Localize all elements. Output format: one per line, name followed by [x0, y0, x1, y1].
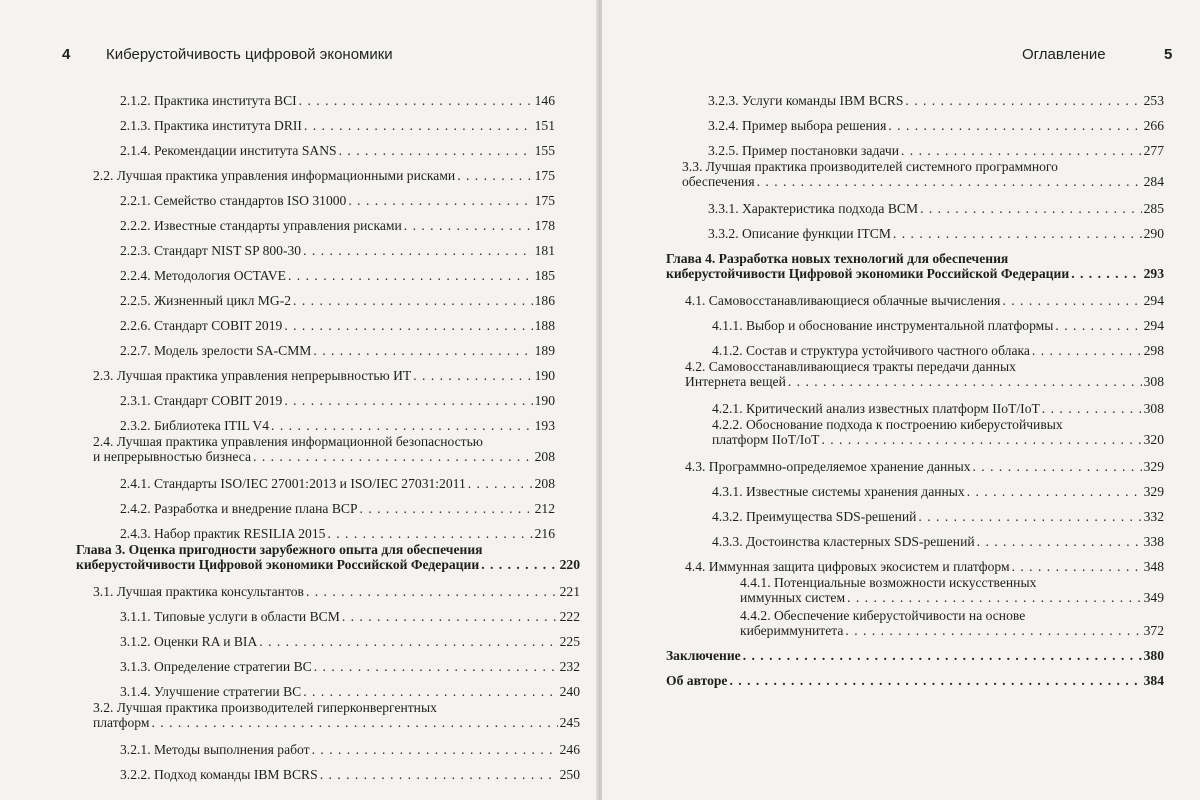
toc-entry-page: 222 [559, 609, 580, 624]
toc-entry-page: 151 [534, 118, 555, 133]
dot-leader [1032, 343, 1142, 358]
toc-entry [120, 118, 555, 133]
dot-leader [743, 648, 1142, 663]
dot-leader [327, 526, 532, 541]
toc-entry-page: 384 [1143, 673, 1164, 688]
toc-entry-page: 332 [1143, 509, 1164, 524]
toc-entry-title: 2.4.1. Стандарты ISO/IEC 27001:2013 и ISO/IEC 27031:2011 [120, 476, 466, 491]
toc-entry [708, 201, 1164, 216]
toc-entry-title: 2.3.1. Стандарт COBIT 2019 [120, 393, 283, 408]
toc-entry-title: 3.1.1. Типовые услуги в области BCM [120, 609, 340, 624]
toc-entry [93, 168, 555, 183]
toc-entry-page: 245 [559, 715, 580, 730]
dot-leader [481, 557, 557, 572]
toc-entry-page: 190 [534, 368, 555, 383]
toc-entry-page: 338 [1143, 534, 1164, 549]
toc-entry-title: 2.2.7. Модель зрелости SA-CMM [120, 343, 312, 358]
toc-entry-title: 2.4.3. Набор практик RESILIA 2015 [120, 526, 326, 541]
toc-entry-page: 349 [1143, 590, 1164, 605]
toc-entry-page: 146 [534, 93, 555, 108]
toc-entry-title: 3.2.3. Услуги команды IBM BCRS [708, 93, 904, 108]
toc-entry-page: 320 [1143, 432, 1164, 447]
toc-entry [120, 501, 555, 516]
left-running-title: Киберустойчивость цифровой экономики [106, 46, 393, 63]
dot-leader [314, 659, 558, 674]
toc-entry-title-line1: Глава 4. Разработка новых технологий для обеспечения [666, 251, 1009, 266]
toc-entry [712, 401, 1164, 416]
toc-entry-page: 190 [534, 393, 555, 408]
toc-entry-page: 294 [1143, 293, 1164, 308]
toc-entry-title-line1: 4.2.2. Обоснование подхода к построению киберустойчивых [712, 417, 1063, 432]
toc-entry-title: кибериммунитета [740, 623, 844, 638]
toc-entry [120, 268, 555, 283]
dot-leader [299, 93, 533, 108]
toc-entry [685, 293, 1164, 308]
toc-entry-title: киберустойчивости Цифровой экономики Российской Федерации [666, 266, 1070, 281]
toc-entry [712, 484, 1164, 499]
toc-entry-page: 189 [534, 343, 555, 358]
dot-leader [845, 623, 1141, 638]
toc-entry-title-line1: Глава 3. Оценка пригодности зарубежного опыта для обеспечения [76, 542, 483, 557]
toc-entry-title: платформ [93, 715, 150, 730]
toc-entry [682, 159, 1164, 189]
toc-entry-page: 225 [559, 634, 580, 649]
toc-entry-page: 212 [534, 501, 555, 516]
toc-entry-page: 186 [534, 293, 555, 308]
right-running-title: Оглавление [1022, 46, 1106, 63]
toc-entry [712, 318, 1164, 333]
toc-entry [120, 143, 555, 158]
toc-entry-title: 3.2.1. Методы выполнения работ [120, 742, 310, 757]
toc-entry [120, 659, 580, 674]
dot-leader [1002, 293, 1141, 308]
dot-leader [342, 609, 558, 624]
toc-entry [120, 243, 555, 258]
toc-entry-title: 2.3.2. Библиотека ITIL V4 [120, 418, 270, 433]
dot-leader [313, 343, 532, 358]
toc-entry-title: киберустойчивости Цифровой экономики Российской Федерации [76, 557, 480, 572]
toc-entry [120, 218, 555, 233]
toc-entry-title: 3.1.2. Оценки RA и BIA [120, 634, 258, 649]
toc-entry [666, 251, 1164, 281]
toc-entry-title: 4.3.1. Известные системы хранения данных [712, 484, 965, 499]
right-page-number: 5 [1164, 46, 1173, 63]
toc-entry-title: 2.2.5. Жизненный цикл MG-2 [120, 293, 292, 308]
toc-entry [685, 459, 1164, 474]
dot-leader [920, 201, 1142, 216]
dot-leader [304, 118, 533, 133]
toc-entry-title-line1: 3.2. Лучшая практика производителей гиперконвергентных [93, 700, 437, 715]
dot-leader [312, 742, 558, 757]
dot-leader [303, 684, 557, 699]
dot-leader [1042, 401, 1142, 416]
toc-entry-page: 253 [1143, 93, 1164, 108]
toc-entry-title: 3.3.1. Характеристика подхода BCM [708, 201, 919, 216]
toc-entry-title: 2.2.1. Семейство стандартов ISO 31000 [120, 193, 347, 208]
toc-entry-page: 290 [1143, 226, 1164, 241]
toc-entry [666, 673, 1164, 688]
toc-entry-title-line1: 4.2. Самовосстанавливающиеся тракты передачи данных [685, 359, 1016, 374]
toc-entry [120, 634, 580, 649]
toc-entry [76, 542, 580, 572]
toc-entry-page: 250 [559, 767, 580, 782]
toc-entry [93, 368, 555, 383]
toc-entry [93, 584, 580, 599]
toc-entry [685, 359, 1164, 389]
toc-entry [120, 609, 580, 624]
toc-entry-title: 2.1.2. Практика института BCI [120, 93, 297, 108]
toc-entry-title: платформ IIoT/IoT [712, 432, 820, 447]
toc-entry-title: 2.2. Лучшая практика управления информационными рисками [93, 168, 456, 183]
toc-entry-title: Заключение [666, 648, 741, 663]
dot-leader [404, 218, 533, 233]
toc-entry-page: 284 [1143, 174, 1164, 189]
toc-entry-title: и непрерывностью бизнеса [93, 449, 252, 464]
dot-leader [320, 767, 558, 782]
toc-entry-page: 188 [534, 318, 555, 333]
toc-entry [120, 742, 580, 757]
toc-entry-title: 3.2.5. Пример постановки задачи [708, 143, 899, 158]
dot-leader [259, 634, 557, 649]
toc-entry [120, 318, 555, 333]
toc-entry-title: 2.2.2. Известные стандарты управления рисками [120, 218, 402, 233]
toc-entry-page: 294 [1143, 318, 1164, 333]
toc-entry-page: 240 [559, 684, 580, 699]
toc-entry-page: 220 [559, 557, 580, 572]
toc-entry [708, 143, 1164, 158]
toc-entry-page: 155 [534, 143, 555, 158]
dot-leader [905, 93, 1141, 108]
toc-entry-page: 221 [559, 584, 580, 599]
toc-entry-page: 216 [534, 526, 555, 541]
toc-entry-page: 246 [559, 742, 580, 757]
toc-entry-title-line1: 4.4.1. Потенциальные возможности искусственных [740, 575, 1037, 590]
toc-entry [708, 226, 1164, 241]
toc-entry-page: 308 [1143, 401, 1164, 416]
toc-entry-page: 266 [1143, 118, 1164, 133]
toc-entry [712, 417, 1164, 447]
toc-entry-page: 232 [559, 659, 580, 674]
toc-entry-page: 380 [1143, 648, 1164, 663]
toc-entry-page: 348 [1143, 559, 1164, 574]
toc-entry [708, 118, 1164, 133]
toc-entry-page: 208 [534, 476, 555, 491]
toc-entry-title: 3.2.4. Пример выбора решения [708, 118, 887, 133]
toc-entry-title: 4.3.3. Достоинства кластерных SDS-решений [712, 534, 975, 549]
toc-entry-title: 2.2.3. Стандарт NIST SP 800-30 [120, 243, 302, 258]
dot-leader [306, 584, 558, 599]
toc-entry-page: 193 [534, 418, 555, 433]
toc-entry-title-line1: 4.4.2. Обеспечение киберустойчивости на основе [740, 608, 1026, 623]
dot-leader [918, 509, 1141, 524]
toc-entry [740, 575, 1164, 605]
dot-leader [360, 501, 533, 516]
toc-entry-page: 329 [1143, 459, 1164, 474]
dot-leader [151, 715, 557, 730]
dot-leader [901, 143, 1142, 158]
dot-leader [967, 484, 1142, 499]
toc-entry-title: обеспечения [682, 174, 755, 189]
toc-entry-title: 4.3.2. Преимущества SDS-решений [712, 509, 917, 524]
toc-entry-page: 329 [1143, 484, 1164, 499]
toc-entry [685, 559, 1164, 574]
dot-leader [1071, 266, 1141, 281]
dot-leader [284, 318, 532, 333]
toc-entry [712, 343, 1164, 358]
toc-entry [93, 434, 555, 464]
toc-entry-title: 2.4.2. Разработка и внедрение плана BCP [120, 501, 358, 516]
toc-entry-title: 2.2.6. Стандарт COBIT 2019 [120, 318, 283, 333]
toc-entry-page: 372 [1143, 623, 1164, 638]
toc-entry-page: 308 [1143, 374, 1164, 389]
dot-leader [293, 293, 533, 308]
toc-entry [712, 509, 1164, 524]
toc-entry-title: 2.2.4. Методология OCTAVE [120, 268, 286, 283]
right-page [602, 0, 1200, 800]
dot-leader [303, 243, 533, 258]
toc-entry-page: 175 [534, 193, 555, 208]
dot-leader [413, 368, 532, 383]
toc-entry [93, 700, 580, 730]
toc-entry [120, 343, 555, 358]
toc-entry-title: 2.1.3. Практика института DRII [120, 118, 302, 133]
toc-entry-title: 3.1.4. Улучшение стратегии BC [120, 684, 302, 699]
toc-entry-page: 185 [534, 268, 555, 283]
dot-leader [1012, 559, 1142, 574]
toc-entry-title: 4.4. Иммунная защита цифровых экосистем и платформ [685, 559, 1010, 574]
toc-entry-title: 4.1.1. Выбор и обоснование инструментальной платформы [712, 318, 1054, 333]
toc-entry-title: 2.1.4. Рекомендации института SANS [120, 143, 337, 158]
toc-entry-title: 4.2.1. Критический анализ известных платформ IIoT/IoT [712, 401, 1040, 416]
toc-entry [740, 608, 1164, 638]
toc-entry-title: 4.1.2. Состав и структура устойчивого частного облака [712, 343, 1030, 358]
toc-entry-title: 4.1. Самовосстанавливающиеся облачные вычисления [685, 293, 1001, 308]
dot-leader [288, 268, 533, 283]
toc-entry [712, 534, 1164, 549]
toc-entry-page: 298 [1143, 343, 1164, 358]
dot-leader [339, 143, 533, 158]
toc-entry-page: 181 [534, 243, 555, 258]
toc-entry-page: 293 [1143, 266, 1164, 281]
toc-entry-title: 3.2.2. Подход команды IBM BCRS [120, 767, 318, 782]
dot-leader [348, 193, 532, 208]
toc-entry [120, 526, 555, 541]
toc-entry-title: иммунных систем [740, 590, 846, 605]
toc-entry-title-line1: 3.3. Лучшая практика производителей системного программного [682, 159, 1058, 174]
toc-entry-title: Об авторе [666, 673, 728, 688]
dot-leader [821, 432, 1141, 447]
toc-entry-title: 3.3.2. Описание функции ITCM [708, 226, 891, 241]
dot-leader [893, 226, 1142, 241]
toc-entry [120, 684, 580, 699]
dot-leader [729, 673, 1141, 688]
toc-entry-page: 285 [1143, 201, 1164, 216]
dot-leader [888, 118, 1141, 133]
dot-leader [253, 449, 533, 464]
dot-leader [847, 590, 1142, 605]
toc-entry-page: 178 [534, 218, 555, 233]
dot-leader [457, 168, 532, 183]
left-page-number: 4 [62, 46, 71, 63]
toc-entry [708, 93, 1164, 108]
toc-entry-page: 208 [534, 449, 555, 464]
toc-entry [120, 418, 555, 433]
dot-leader [757, 174, 1142, 189]
toc-entry-title: 3.1.3. Определение стратегии BC [120, 659, 312, 674]
toc-entry [120, 476, 555, 491]
toc-entry-page: 175 [534, 168, 555, 183]
toc-entry-page: 277 [1143, 143, 1164, 158]
toc-entry-title: 2.3. Лучшая практика управления непрерывностью ИТ [93, 368, 412, 383]
toc-entry [120, 293, 555, 308]
toc-entry [120, 393, 555, 408]
dot-leader [977, 534, 1142, 549]
toc-entry-title: 4.3. Программно-определяемое хранение данных [685, 459, 971, 474]
toc-entry [666, 648, 1164, 663]
dot-leader [271, 418, 533, 433]
toc-entry [120, 767, 580, 782]
dot-leader [973, 459, 1142, 474]
dot-leader [1055, 318, 1141, 333]
toc-entry [120, 93, 555, 108]
left-page [0, 0, 598, 800]
toc-entry-title: Интернета вещей [685, 374, 786, 389]
toc-entry-title: 3.1. Лучшая практика консультантов [93, 584, 304, 599]
dot-leader [788, 374, 1142, 389]
toc-entry [120, 193, 555, 208]
toc-entry-title-line1: 2.4. Лучшая практика управления информационной безопасностью [93, 434, 483, 449]
dot-leader [284, 393, 532, 408]
dot-leader [468, 476, 533, 491]
